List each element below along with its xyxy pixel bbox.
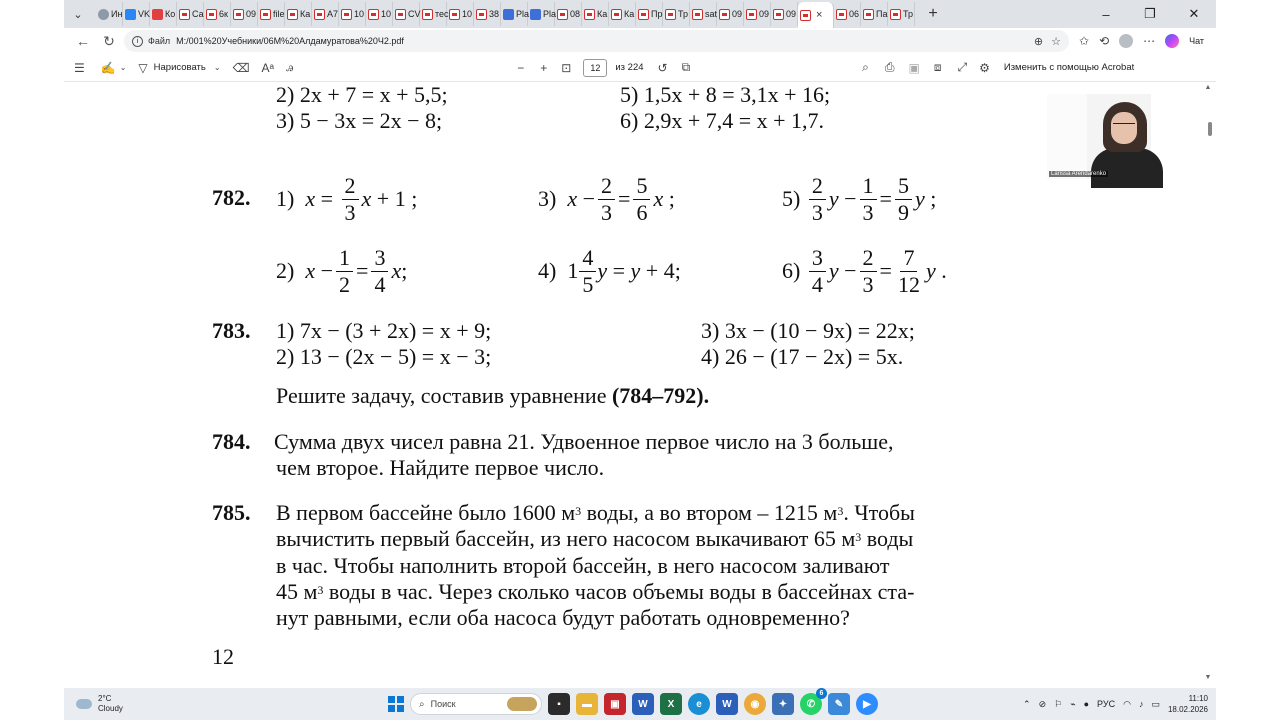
address-bar[interactable] [124,30,1069,52]
ex782-item-6: 6) 3 4 y − 2 3 = 7 12 y . [782,244,947,297]
ex782-label-2: 2) [276,258,295,283]
ex782-label-1: 1) [276,186,295,211]
pdf-icon [746,9,757,20]
pdf-icon [206,9,217,20]
tab-label: тес [435,9,449,19]
pdf-icon [890,9,901,20]
browser-tab[interactable] [123,2,150,26]
pdf-icon [449,9,460,20]
browser-tab[interactable] [96,2,123,26]
maximize-icon[interactable]: ❐ [1144,6,1156,21]
pdf-icon [233,9,244,20]
webcam-background [1047,94,1087,179]
pdf-toolbar [64,54,1216,82]
instruction-main: Решите задачу, составив уравнение [276,383,607,408]
pdf-icon [422,9,433,20]
ex785-line-2b: воды [861,526,914,551]
equation-6: 6) 2,9x + 7,4 = x + 1,7. [620,108,825,133]
pdf-icon [638,9,649,20]
clock-time: 11:10 [1188,694,1208,703]
superscript-3: 3 [575,504,582,518]
tab-label: Ка [300,9,311,19]
webcam-person-body [1091,148,1163,188]
history-icon[interactable]: ⟲ [1099,34,1110,48]
ex782-label-5: 5) [782,186,801,211]
tab-label: CV [408,9,421,19]
page-icon [152,9,163,20]
tray-flag-icon[interactable]: ⚐ [1054,698,1063,709]
ex782-label-4: 4) [538,258,557,283]
ex785-line-2a: вычистить первый бассейн, из него насосом выкачивают 65 м [276,526,856,551]
settings-gear-icon[interactable]: ⚙ [979,60,990,75]
tab-strip [64,0,1216,28]
browser-tab[interactable] [888,2,915,26]
pdf-icon [692,9,703,20]
word-doc-icon[interactable]: W [716,693,738,715]
pdf-icon [476,9,487,20]
taskbar [64,688,1216,720]
rotate-icon[interactable]: ↺ [657,60,668,75]
browser-tab[interactable] [609,2,636,26]
pdf-icon [800,10,811,21]
zoom-app-icon[interactable]: ▶ [856,693,878,715]
vk-icon [125,9,136,20]
ex782-item-2: 2) x − 1 2 = 3 4 x ; [276,244,408,297]
ex785-line-1 [276,500,915,526]
browser-tab[interactable] [717,2,744,26]
pdf-icon [773,9,784,20]
browser-tab[interactable] [771,2,798,26]
search-icon: ⌕ [419,698,425,710]
save-icon[interactable]: ▣ [908,60,920,75]
ex783-item-1: 1) 7x − (3 + 2x) = x + 9; [276,318,492,343]
browser-tab[interactable] [231,2,258,26]
browser-tab[interactable] [861,2,888,26]
favorite-star-icon[interactable]: ☆ [1051,35,1061,48]
ex784-line-1: Сумма двух чисел равна 21. Удвоенное первое число на 3 больше, [274,429,894,454]
tab-label: Ин [111,9,123,19]
weather-condition: Cloudy [98,704,123,713]
active-tab[interactable] [798,2,834,28]
ex785-line-3: в час. Чтобы наполнить второй бассейн, в него насосом заливают [276,553,890,578]
tab-label: 06 [849,9,860,19]
pdf-icon [836,9,847,20]
tray-overflow-icon[interactable]: ⌃ [1023,698,1031,709]
favorites-icon[interactable]: ✩ [1079,34,1090,48]
right-margin [1216,0,1280,720]
clock[interactable] [1168,693,1208,715]
tab-label: 10 [381,9,392,19]
read-aloud-icon[interactable]: ꭿ [286,60,294,74]
browser-tab[interactable] [663,2,690,26]
network-app-icon[interactable]: ✦ [772,693,794,715]
tab-label: 08 [570,9,581,19]
search-icon[interactable]: ⌕ [862,60,869,74]
tab-label: Тр [678,9,688,19]
pdf-icon [557,9,568,20]
ex782-item-4: 4) 1 4 5 y = y + 4; [538,244,681,297]
browser-tab[interactable] [339,2,366,26]
pdf-icon [395,9,406,20]
address-bar-row [64,28,1216,54]
superscript-3: 3 [317,583,324,597]
pdf-icon [719,9,730,20]
highlight-dropdown-icon[interactable]: ⌄ [119,63,127,72]
ex785-line-4a: 45 м [276,579,318,604]
zoom-out-icon[interactable]: − [517,60,525,75]
superscript-3: 3 [855,530,862,544]
scroll-up-icon[interactable]: ▲ [1204,84,1212,91]
browser-tab[interactable] [528,2,555,26]
fullscreen-icon[interactable]: ⤢ [957,60,968,74]
edge-icon[interactable]: e [688,693,710,715]
vertical-scrollbar[interactable] [1198,82,1216,688]
tab-label: Pla [543,9,557,19]
task-view-icon[interactable]: ▪ [548,693,570,715]
url-text[interactable]: M:/001%20Учебники/06М%20Алдамуратова%20Ч2.pdf [176,36,404,46]
language-indicator[interactable]: РУС [1097,699,1116,709]
tab-label: Са [192,9,204,19]
ex782-item-1: 1) x = 2 3 x + 1 ; [276,172,418,225]
tab-label: Пр [651,9,663,19]
pdf-icon [341,9,352,20]
tab-list [96,0,915,28]
ex785-line-1a: В первом бассейне было 1600 м [276,500,576,525]
search-highlight-icon [507,697,537,711]
equation-2: 2) 2x + 7 = x + 5,5; [276,82,448,107]
instruction-range: (784–792). [611,383,710,408]
draw-dropdown-icon[interactable]: ⌄ [213,63,221,72]
ex783-item-3: 3) 3x − (10 − 9x) = 22x; [701,318,915,343]
fit-page-icon[interactable]: ⊡ [561,60,572,75]
tab-label: А7 [327,9,339,19]
back-icon[interactable]: ← [76,33,90,49]
close-window-icon[interactable]: ✕ [1188,6,1200,21]
tab-label: VK [138,9,151,19]
scroll-down-icon[interactable]: ▼ [1204,674,1212,681]
paint-icon[interactable]: ✎ [828,693,850,715]
pdf-icon [584,9,595,20]
taskbar-apps [388,690,878,715]
browser-tab[interactable] [555,2,582,26]
battery-icon[interactable]: ▭ [1151,698,1160,709]
tab-label: Па [876,9,888,19]
text-size-icon[interactable]: Aᵃ [261,60,274,75]
photoshop-icon [503,9,514,20]
zoom-icon[interactable]: ⊕ [1033,35,1044,48]
minimize-icon[interactable]: – [1102,6,1110,22]
tab-label: sat [705,9,718,19]
draw-label[interactable]: Нарисовать [153,62,206,73]
pdf-app-icon[interactable]: ▣ [604,693,626,715]
draw-icon[interactable]: ▽ [138,60,148,75]
pdf-icon [287,9,298,20]
ex783-item-4: 4) 26 − (17 − 2x) = 5x. [701,344,904,369]
wifi-icon[interactable]: ◠ [1123,698,1131,709]
tab-label: Ко [165,9,176,19]
page-icon [98,9,109,20]
exercise-783-number: 783. [212,318,251,343]
tab-label: Pla [516,9,530,19]
tab-label: 6к [219,9,228,19]
tray-mic-icon[interactable]: ● [1083,699,1090,709]
refresh-icon[interactable]: ↻ [103,32,115,49]
webcam-overlay[interactable] [1047,94,1151,179]
search-placeholder: Поиск [430,699,456,709]
exercise-782-number: 782. [212,185,251,210]
highlight-icon[interactable]: ✍ [100,60,116,75]
ex785-line-2 [276,526,913,552]
browser-tab[interactable] [744,2,771,26]
notification-badge: 6 [816,688,827,699]
temperature: 2°C [98,694,112,703]
chat-label[interactable]: Чат [1189,36,1205,46]
browser-tab[interactable] [501,2,528,26]
info-icon[interactable]: i [132,36,143,47]
equation-3: 3) 5 − 3x = 2x − 8; [276,108,443,133]
tab-label: Ка [624,9,635,19]
browser-tab[interactable] [312,2,339,26]
system-tray [1023,693,1216,715]
ex782-label-3: 3) [538,186,557,211]
tab-label: 09 [759,9,770,19]
browser-tab[interactable] [447,2,474,26]
copilot-icon[interactable] [1165,34,1179,48]
tray-bluetooth-icon[interactable]: ⌁ [1070,698,1076,709]
pdf-icon [665,9,676,20]
exercise-784-number: 784. [212,429,251,454]
browser-tab[interactable] [366,2,393,26]
pdf-icon [260,9,271,20]
chrome-icon[interactable]: ◉ [744,693,766,715]
close-tab-icon[interactable]: × [816,9,823,21]
cloud-icon [76,699,92,709]
left-margin [0,0,64,720]
page-footer-number: 12 [212,644,234,669]
browser-tab[interactable] [690,2,717,26]
page-view-icon[interactable]: ⧉ [681,60,691,74]
browser-tab[interactable] [204,2,231,26]
superscript-3: 3 [837,504,844,518]
pdf-icon [863,9,874,20]
taskbar-search[interactable] [410,693,542,715]
browser-tab[interactable] [177,2,204,26]
browser-window [64,0,1216,688]
ex782-label-6: 6) [782,258,801,283]
tray-app-icon[interactable]: ⊘ [1038,698,1047,709]
save-as-icon[interactable]: ⧈ [933,60,942,74]
browser-tab[interactable] [150,2,177,26]
webcam-name-label: Larissa Arendarenko [1051,171,1107,177]
whatsapp-icon[interactable]: ✆ 6 [800,693,822,715]
browser-tab[interactable] [474,2,501,26]
ex785-line-4b: воды в час. Через сколько часов объемы воды в бассейнах ста- [323,579,915,604]
file-explorer-icon[interactable]: ▬ [576,693,598,715]
tab-label: 09 [786,9,797,19]
more-menu-icon[interactable]: ⋯ [1143,34,1156,48]
browser-tab[interactable] [393,2,420,26]
ex785-line-1b: воды, а во втором – 1215 м [581,500,838,525]
pdf-icon [314,9,325,20]
acrobat-label[interactable]: Изменить с помощью Acrobat [1003,62,1135,73]
zoom-in-icon[interactable]: + [540,60,548,75]
tab-label: 38 [489,9,500,19]
volume-icon[interactable]: ♪ [1138,699,1144,709]
clock-date: 18.02.2026 [1167,705,1208,714]
browser-tab[interactable] [285,2,312,26]
tab-label: file [273,9,285,19]
profile-avatar[interactable] [1119,34,1133,48]
instruction-text [276,383,709,409]
tab-label: Ка [597,9,608,19]
pdf-icon [611,9,622,20]
webcam-glasses [1113,123,1135,128]
window-controls [1084,0,1216,28]
ex785-line-1c: . Чтобы [843,500,915,525]
pdf-icon [368,9,379,20]
browser-tab[interactable] [258,2,285,26]
ex785-line-5: нут равными, если оба насоса будут работать одновременно? [276,605,850,630]
tab-label: Тр [903,9,913,19]
page-number-input[interactable]: 12 [583,59,607,77]
ex783-item-2: 2) 13 − (2x − 5) = x − 3; [276,344,492,369]
ex782-item-5: 5) 2 3 y − 1 3 = 5 9 y ; [782,172,937,225]
equation-5: 5) 1,5x + 8 = 3,1x + 16; [620,82,831,107]
browser-tab[interactable] [420,2,447,26]
weather-widget[interactable] [76,694,196,714]
document-viewer[interactable] [64,82,1216,688]
page-total: из 224 [615,62,644,73]
browser-tab[interactable] [834,2,861,26]
webcam-person-face [1111,112,1137,144]
pdf-icon [179,9,190,20]
ex785-line-4 [276,579,914,605]
tab-label: 10 [462,9,473,19]
tab-label: 10 [354,9,365,19]
tab-label: 09 [246,9,257,19]
eraser-icon[interactable]: ⌫ [232,60,250,75]
tab-actions-menu-icon[interactable]: ⌄ [73,8,83,21]
scrollbar-thumb[interactable] [1208,122,1212,136]
print-icon[interactable]: ⎙ [884,60,895,74]
tab-label: 09 [732,9,743,19]
pdf-page [64,82,1198,688]
excel-icon[interactable]: X [660,693,682,715]
new-tab-button[interactable]: + [928,5,938,22]
exercise-785-number: 785. [212,500,251,525]
browser-tab[interactable] [582,2,609,26]
contents-icon[interactable]: ☰ [74,60,85,75]
photoshop-icon [530,9,541,20]
word-icon[interactable]: W [632,693,654,715]
ex784-line-2: чем второе. Найдите первое число. [276,455,605,480]
ex782-item-3: 3) x − 2 3 = 5 6 x ; [538,172,675,225]
url-scheme: Файл [148,36,171,46]
windows-start-icon[interactable] [388,696,404,712]
browser-tab[interactable] [636,2,663,26]
